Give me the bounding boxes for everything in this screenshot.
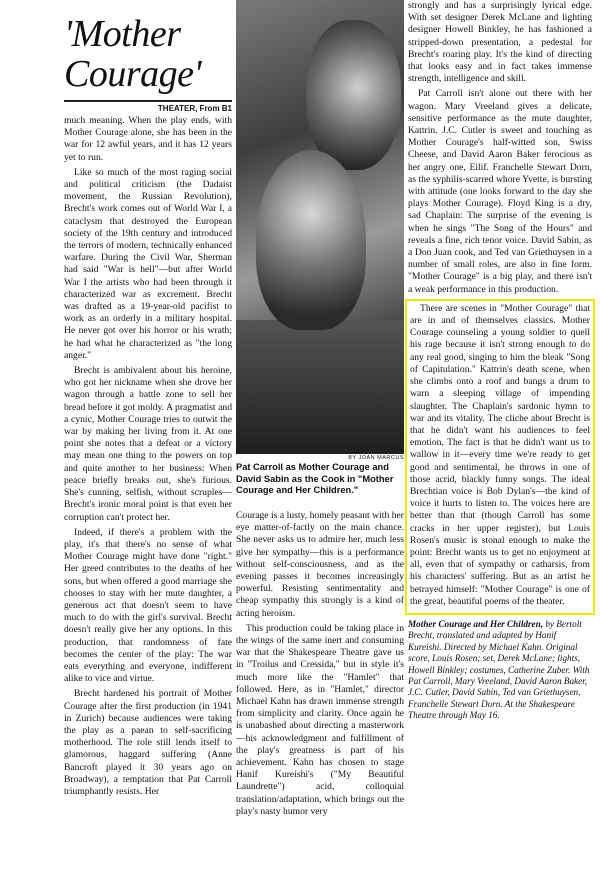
photo-caption: Pat Carroll as Mother Courage and David Sabin as the Cook in "Mother Courage and Her Children." <box>236 462 394 495</box>
paragraph: much meaning. When the play ends, with Mother Courage alone, she has been in the war for 12 awful years, and it has 12 years yet to run. <box>64 115 232 163</box>
photo-background <box>236 320 404 454</box>
paragraph: Pat Carroll isn't alone out there with her wagon. Mary Vreeland gives a delicate, sensitive performance as the mute daughter, Kattrin. J.C. Cutler is sweet and touching as Mother Courage's half-witted son, Swiss Cheese, and David Aaron Baker ferocious as her angry one, Eilif. Franchelle Stewart Dorn, as the syphilis-scarred whore Yvette, is bursting with attitude (one looks forward to the day she plays Mother Courage). Floyd King is a dry, sad Chaplain: The surprise of the evening is when he sings "The Song of the Hours" and reveals a fine, rich tenor voice. David Sabin, as a Don Juan cook, and Ted van Griethuysen in a number of small roles, are also in fine form. "Mother Courage" is a big play, and there isn't a weak performance in this production. <box>408 88 592 295</box>
paragraph: Courage is a lusty, homely peasant with her eye matter-of-factly on the main chance. She never asks us to admire her, much less give her sympathy—this is a performance without self-consciousness, and as the evening passes it becomes increasingly powerful. Resisting sentimentality and cheap sympathy this strongly is a kind of acting heroism. <box>236 510 404 619</box>
production-credits <box>408 619 592 722</box>
headline-line-1: 'Mother <box>64 13 181 55</box>
paragraph: strongly and has a surprisingly lyrical edge. With set designer Derek McLane and lighting designer Howell Binkley, he has fashioned a stripped-down presentation, a pedestal for Brecht's roaring play. It's the kind of directing that looks easy and in fact takes immense strength, intelligence and skill. <box>408 0 592 85</box>
credits-title: Mother Courage and Her Children, <box>408 618 544 629</box>
article-photo <box>236 0 404 454</box>
paragraph: Like so much of the most raging social and political criticism (the Dadaist movement, the Russian Revolution), Brecht's work comes out of World War I, a cataclysm that destroyed the European society of the 19th century and introduced the terrors of modern, technically enhanced warfare. During the Civil War, Sherman had said "War is hell"—but after World War I the artists who had been through it characterized war as excrement. Brecht was drafted as a 19-year-old pacifist to work as an orderly in a military hospital. He never got over his horror or his wrath; he had what he characterized as "the long anger." <box>64 166 232 361</box>
highlighted-passage <box>405 299 595 615</box>
headline <box>64 14 232 94</box>
paragraph: Brecht is ambivalent about his heroine, who got her nickname when she drove her wagon through a battle zone to sell her bread before it got moldy. A pragmatist and a cynic, Mother Courage tries to outwit the war by making her living from it. At one point she notes that a defeat or a victory may mean one thing to the powers on top and quite another to her business: When peace briefly breaks out, she's furious. She's cunning, selfish, without scruples—Brecht's ironic moral point is that even her corruption can't protect her. <box>64 365 232 523</box>
photo-figure-mother-courage <box>256 150 366 330</box>
column-2-body <box>236 510 404 821</box>
photo-figure-cook <box>306 20 401 170</box>
paragraph: Indeed, if there's a problem with the play, it's that there's no sense of what Mother Courage might have done "right." Her greed contributes to the deaths of her sons, but when offered a good marriage she chooses to stay with her mute daughter, a generous act that doesn't seem to have much to do with the girl's survival. Brecht doesn't really give her any options. In this production, that randomness of fate becomes the center of the play: The war eats everything and everyone, indifferent alike to vice and virtue. <box>64 526 232 685</box>
credits-text: by Bertolt Brecht, translated and adapted by Hanif Kureishi. Directed by Michael Kahn. Original score, Louis Rosen; set, Derek McLane; lights, Howell Binkley; costumes, Catherine Zuber. With Pat Carroll, Mary Vreeland, David Aaron Baker, J.C. Cutler, David Sabin, Ted van Griethuysen, Franchelle Stewart Dorn. At the Shakespeare Theatre through May 16. <box>408 618 590 721</box>
column-1 <box>64 0 232 801</box>
headline-rule <box>64 100 232 102</box>
highlighted-paragraph: There are scenes in "Mother Courage" that are in and of themselves classics. Mother Courage counseling a young soldier to quell his rage because it isn't strong enough to do any real good, singing to him the bleak "Song of Capitulation." Kattrin's death scene, when she climbs onto a roof and bangs a drum to warn a sleeping village of impending slaughter. The Chaplain's sardonic hymn to war and its vitality. The cliche about Brecht is that he didn't want his audiences to feel emotion. The fact is that he didn't want us to wallow in it—every time we're ready to get good and sentimental, he throws in one of those acrid, blackly funny songs. The ideal Brechtian voice is Bob Dylan's—the kind of voice it hurts to listen to. The voices here are better than that (though Carroll has some cracks in her upper register), but Louis Rosen's music is stonal enough to make the point: Brecht wants us to get no enjoyment at all, even that of sympathy or catharsis, from his characters' suffering. But as an artist he betrayed himself: "Mother Courage" is one of the great, beautiful poems of the theater. <box>410 302 590 607</box>
paragraph: This production could be taking place in the wings of the same inert and consuming war that the Shakespeare Theatre gave us in "Troilus and Cressida," but in style it's much more like the "Hamlet" that followed. Here, as in "Hamlet," director Michael Kahn has drawn immense strength from simplicity and clarity. Once again he is unabashed about directing a masterwork—his acknowledgment and fulfillment of the play's greatness is part of his achievement. Kahn has chosen to stage Hanif Kureishi's ("My Beautiful Laundrette") acid, colloquial translation/adaptation, which brings out the play's nasty humor very <box>236 622 404 817</box>
column-1-body <box>64 115 232 798</box>
jump-label: THEATER, From B1 <box>157 104 232 113</box>
column-3 <box>408 0 592 722</box>
photo-credit: BY JOAN MARCUS <box>348 455 404 461</box>
paragraph: Brecht hardened his portrait of Mother Courage after the first production (in 1941 in Zurich) because audiences were taking the play as a paean to self-sacrificing motherhood. The role still lends itself to glamorous, haggard suffering (Anne Bancroft played it 30 years ago on Broadway), a temptation that Pat Carroll triumphantly resists. Her <box>64 688 232 797</box>
headline-line-2: Courage' <box>64 53 202 95</box>
